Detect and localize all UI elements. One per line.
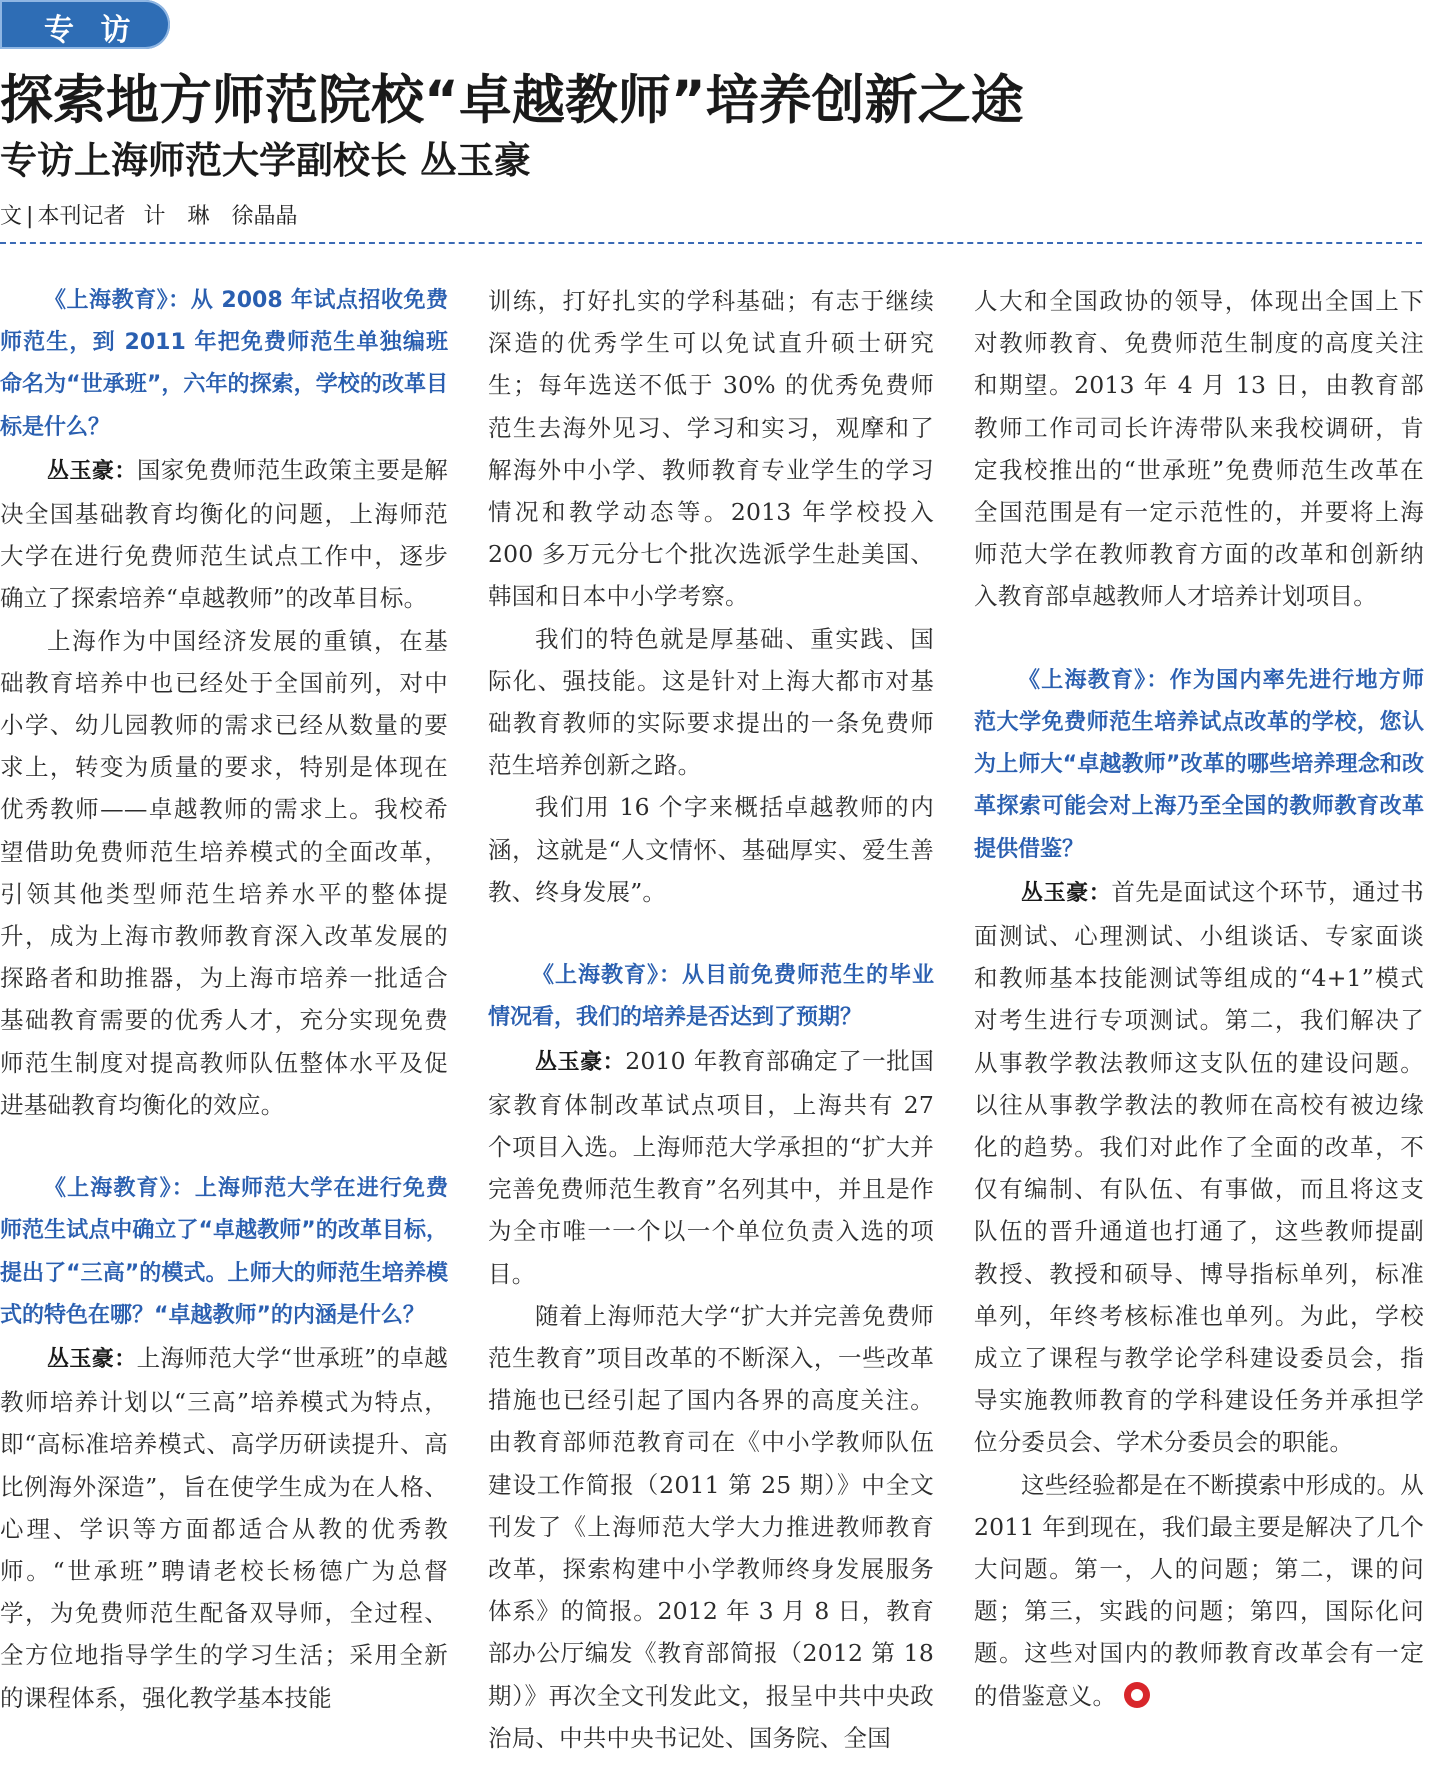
body-paragraph	[974, 1464, 1424, 1717]
paragraph-text: 训练，打好扎实的学科基础；有志于继续深造的优秀学生可以免试直升硕士研究生；每年选送不低于 30% 的优秀免费师范生去海外见习、学习和实习，观摩和了解海外中小学、教师教育专业学生的学习情况和教学动态等。2013 年学校投入 200 多万元分七个批次选派学生赴美国、韩国和日本中小学考察。	[488, 287, 934, 611]
paragraph-text: 我们用 16 个字来概括卓越教师的内涵，这就是“人文情怀、基础厚实、爱生善教、终身发展”。	[488, 793, 934, 906]
body-paragraph	[488, 280, 934, 618]
column-badge	[0, 0, 170, 49]
body-paragraph	[488, 618, 934, 787]
column-badge-label: 专 访	[44, 13, 139, 48]
article-end-mark-icon	[1124, 1682, 1150, 1708]
speaker-label: 丛玉豪：	[47, 1347, 137, 1373]
interview-question	[974, 660, 1424, 871]
article-subhead: 专访上海师范大学副校长 丛玉豪	[0, 138, 531, 182]
paragraph-text: 《上海教育》：作为国内率先进行地方师范大学免费师范生培养试点改革的学校，您认为上师大“卓越教师”改革的哪些培养理念和改革探索可能会对上海乃至全国的教师教育改革提供借鉴？	[974, 667, 1424, 862]
paragraph-text: 上海作为中国经济发展的重镇，在基础教育培养中也已经处于全国前列，对中小学、幼儿园教师的需求已经从数量的要求上，转变为质量的要求，特别是体现在优秀教师——卓越教师的需求上。我校希望借助免费师范生培养模式的全面改革，引领其他类型师范生培养水平的整体提升，成为上海市教师教育深入改革发展的探路者和助推器，为上海市培养一批适合基础教育需要的优秀人才，充分实现免费师范生制度对提高教师队伍整体水平及促进基础教育均衡化的效应。	[0, 626, 448, 1119]
paragraph-text: 国家免费师范生政策主要是解决全国基础教育均衡化的问题，上海师范大学在进行免费师范生试点工作中，逐步确立了探索培养“卓越教师”的改革目标。	[0, 455, 448, 613]
paragraph-text: 《上海教育》：从 2008 年试点招收免费师范生，到 2011 年把免费师范生单独编班命名为“世承班”，六年的探索，学校的改革目标是什么？	[0, 288, 448, 440]
header-divider	[0, 242, 1422, 244]
interview-question	[488, 955, 934, 1039]
speaker-label: 丛玉豪：	[535, 1049, 626, 1075]
body-paragraph	[488, 1040, 934, 1295]
paragraph-text: 这些经验都是在不断摸索中形成的。从 2011 年到现在，我们最主要是解决了几个大问题。第一，人的问题；第二，课的问题；第三，实践的问题；第四，国际化问题。这些对国内的教师教育改革会有一定的借鉴意义。	[974, 1470, 1424, 1710]
byline-authors: 计 琳 徐晶晶	[143, 204, 298, 229]
byline	[0, 201, 297, 233]
paragraph-text: 《上海教育》：上海师范大学在进行免费师范生试点中确立了“卓越教师”的改革目标，提出了“三高”的模式。上师大的师范生培养模式的特色在哪？“卓越教师”的内涵是什么？	[0, 1176, 448, 1328]
text-column-1	[0, 280, 448, 1760]
paragraph-text: 《上海教育》：从目前免费师范生的毕业情况看，我们的培养是否达到了预期？	[488, 963, 934, 1031]
paragraph-text: 随着上海师范大学“扩大并完善免费师范生教育”项目改革的不断深入，一些改革措施也已经引起了国内各界的高度关注。由教育部师范教育司在《中小学教师队伍建设工作简报（2011 第 25 期）》中全文刊发了《上海师范大学大力推进教师教育改革，探索构建中小学教师终身发展服务体系》的简报。2012 年 3 月 8 日，教育部办公厅编发《教育部简报（2012 第 18 期）》再次全文刊发此文，报呈中共中央政治局、中共中央书记处、国务院、全国	[488, 1301, 934, 1752]
speaker-label: 丛玉豪：	[47, 458, 137, 484]
body-paragraph	[488, 786, 934, 913]
speaker-label: 丛玉豪：	[1021, 880, 1112, 906]
body-paragraph	[0, 620, 448, 1126]
body-paragraph	[0, 1337, 448, 1719]
paragraph-text: 我们的特色就是厚基础、重实践、国际化、强技能。这是针对上海大都市对基础教育教师的实际要求提出的一条免费师范生培养创新之路。	[488, 624, 934, 780]
interview-question	[0, 1168, 448, 1337]
interview-question	[0, 280, 448, 449]
article-headline: 探索地方师范院校“卓越教师”培养创新之途	[0, 70, 1024, 131]
byline-separator: |	[26, 204, 34, 229]
paragraph-text: 2010 年教育部确定了一批国家教育体制改革试点项目，上海共有 27 个项目入选。上海师范大学承担的“扩大并完善免费师范生教育”名列其中，并且是作为全市唯一一个以一个单位负责入选的项目。	[488, 1046, 934, 1288]
body-paragraph	[0, 449, 448, 620]
byline-role: 本刊记者	[37, 204, 126, 229]
body-paragraph	[974, 871, 1424, 1464]
body-paragraph	[488, 1295, 934, 1759]
text-column-3	[974, 280, 1424, 1760]
paragraph-text: 人大和全国政协的领导，体现出全国上下对教师教育、免费师范生制度的高度关注和期望。2013 年 4 月 13 日，由教育部教师工作司司长许涛带队来我校调研，肯定我校推出的“世承班”免费师范生改革在全国范围是有一定示范性的，并要将上海师范大学在教师教育方面的改革和创新纳入教育部卓越教师人才培养计划项目。	[974, 287, 1424, 611]
paragraph-text: 上海师范大学“世承班”的卓越教师培养计划以“三高”培养模式为特点，即“高标准培养模式、高学历研读提升、高比例海外深造”，旨在使学生成为在人格、心理、学识等方面都适合从教的优秀教师。“世承班”聘请老校长杨德广为总督学，为免费师范生配备双导师，全过程、全方位地指导学生的学习生活；采用全新的课程体系，强化教学基本技能	[0, 1344, 448, 1712]
byline-label: 文	[0, 204, 23, 229]
body-paragraph	[974, 280, 1424, 618]
paragraph-text: 首先是面试这个环节，通过书面测试、心理测试、小组谈话、专家面谈和教师基本技能测试等组成的“4+1”模式对考生进行专项测试。第二，我们解决了从事教学教法教师这支队伍的建设问题。以往从事教学教法的教师在高校有被边缘化的趋势。我们对此作了全面的改革，不仅有编制、有队伍、有事做，而且将这支队伍的晋升通道也打通了，这些教师提副教授、教授和硕导、博导指标单列，标准单列，年终考核标准也单列。为此，学校成立了课程与教学论学科建设委员会，指导实施教师教育的学科建设任务并承担学位分委员会、学术分委员会的职能。	[974, 877, 1424, 1457]
text-column-2	[488, 280, 934, 1760]
